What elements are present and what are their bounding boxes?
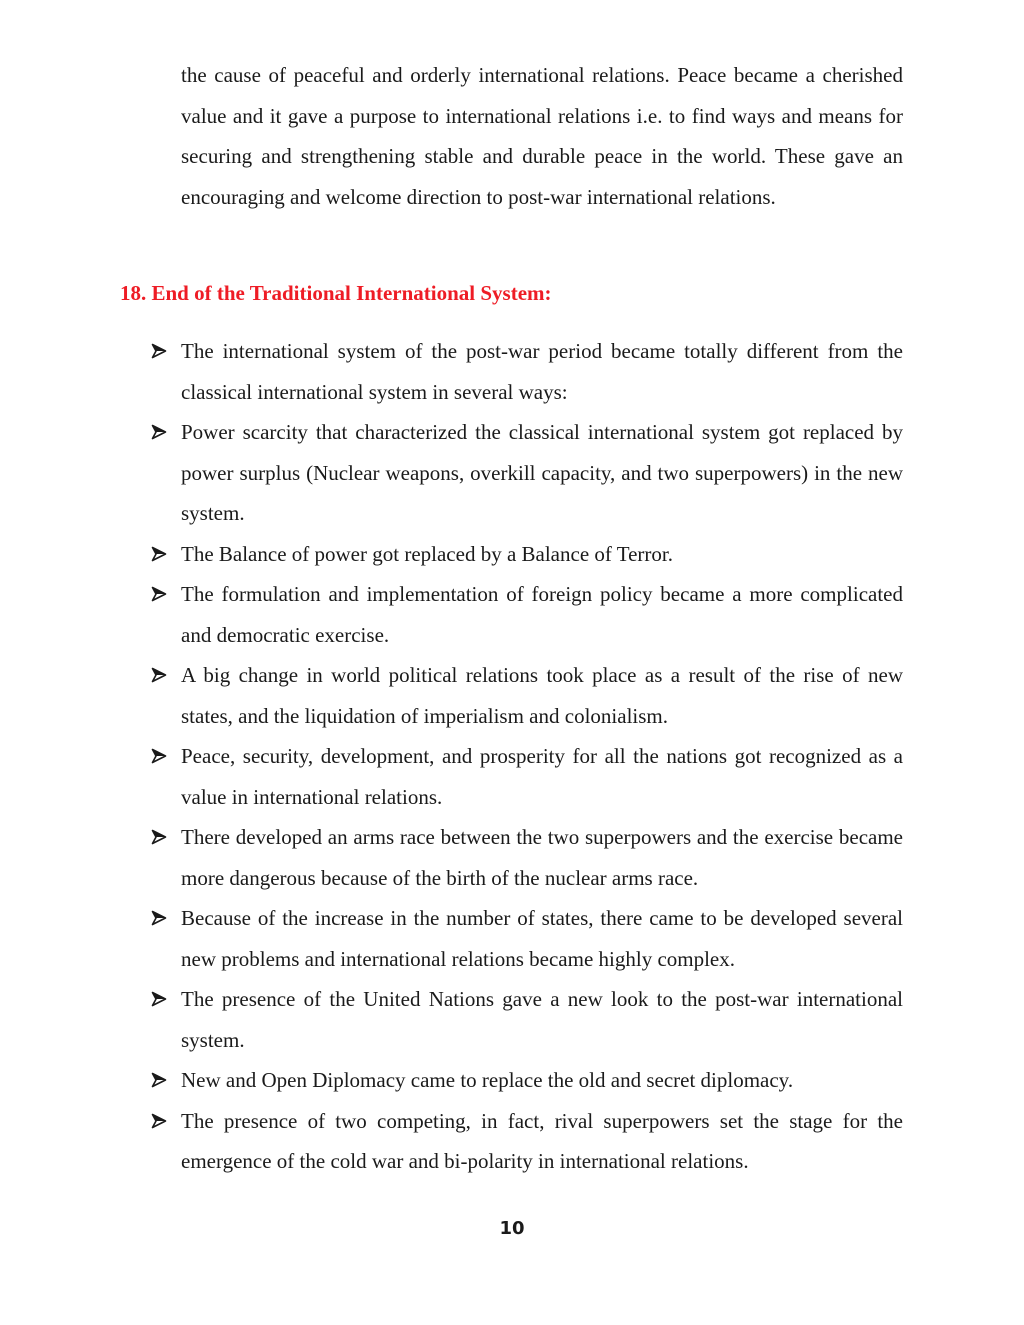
bullet-text: The Balance of power got replaced by a Balance of Terror. — [181, 541, 674, 566]
bullet-list — [151, 331, 903, 1182]
arrowhead-bullet-icon — [151, 736, 173, 776]
bullet-text: There developed an arms race between the two superpowers and the exercise became more dangerous because of the birth of the nuclear arms race. — [181, 825, 903, 890]
intro-paragraph: the cause of peaceful and orderly international relations. Peace became a cherished value and it gave a purpose to international relations i.e. to find ways and means for securing and strengthening stable and durable peace in the world. These gave an encouraging and welcome direction to post-war international relations. — [181, 63, 903, 209]
bullet-text: A big change in world political relations took place as a result of the rise of new states, and the liquidation of imperialism and colonialism. — [181, 663, 903, 728]
bullet-item — [151, 898, 903, 979]
arrowhead-bullet-icon — [151, 331, 173, 371]
section-heading: 18. End of the Traditional International System: — [120, 281, 552, 305]
page-number: 10 — [499, 1218, 525, 1239]
arrowhead-bullet-icon — [151, 898, 173, 938]
arrowhead-bullet-icon — [151, 574, 173, 614]
bullet-item — [151, 331, 903, 412]
bullet-text: Because of the increase in the number of states, there came to be developed several new problems and international relations became highly complex. — [181, 906, 903, 971]
bullet-item — [151, 412, 903, 534]
bullet-item — [151, 979, 903, 1060]
bullet-item — [151, 534, 903, 575]
bullet-item — [151, 736, 903, 817]
bullet-text: New and Open Diplomacy came to replace the old and secret diplomacy. — [181, 1068, 794, 1092]
arrowhead-bullet-icon — [151, 979, 173, 1019]
bullet-text: The presence of the United Nations gave a new look to the post-war international system. — [181, 987, 903, 1052]
arrowhead-bullet-icon — [151, 1060, 173, 1100]
bullet-item — [151, 817, 903, 898]
bullet-item — [151, 655, 903, 736]
bullet-text: The formulation and implementation of foreign policy became a more complicated and democratic exercise. — [181, 582, 903, 647]
arrowhead-bullet-icon — [151, 655, 173, 695]
arrowhead-bullet-icon — [151, 534, 173, 574]
arrowhead-bullet-icon — [151, 412, 173, 452]
bullet-text: Peace, security, development, and prosperity for all the nations got recognized as a value in international relations. — [181, 744, 903, 809]
bullet-item — [151, 574, 903, 655]
bullet-item — [151, 1060, 903, 1101]
arrowhead-bullet-icon — [151, 1101, 173, 1141]
arrowhead-bullet-icon — [151, 817, 173, 857]
bullet-text: The presence of two competing, in fact, rival superpowers set the stage for the emergence of the cold war and bi-polarity in international relations. — [181, 1108, 903, 1173]
bullet-text: The international system of the post-war period became totally different from the classical international system in several ways: — [181, 339, 903, 404]
bullet-text: Power scarcity that characterized the classical international system got replaced by power surplus (Nuclear weapons, overkill capacity, and two superpowers) in the new system. — [181, 420, 903, 525]
bullet-item — [151, 1101, 903, 1182]
